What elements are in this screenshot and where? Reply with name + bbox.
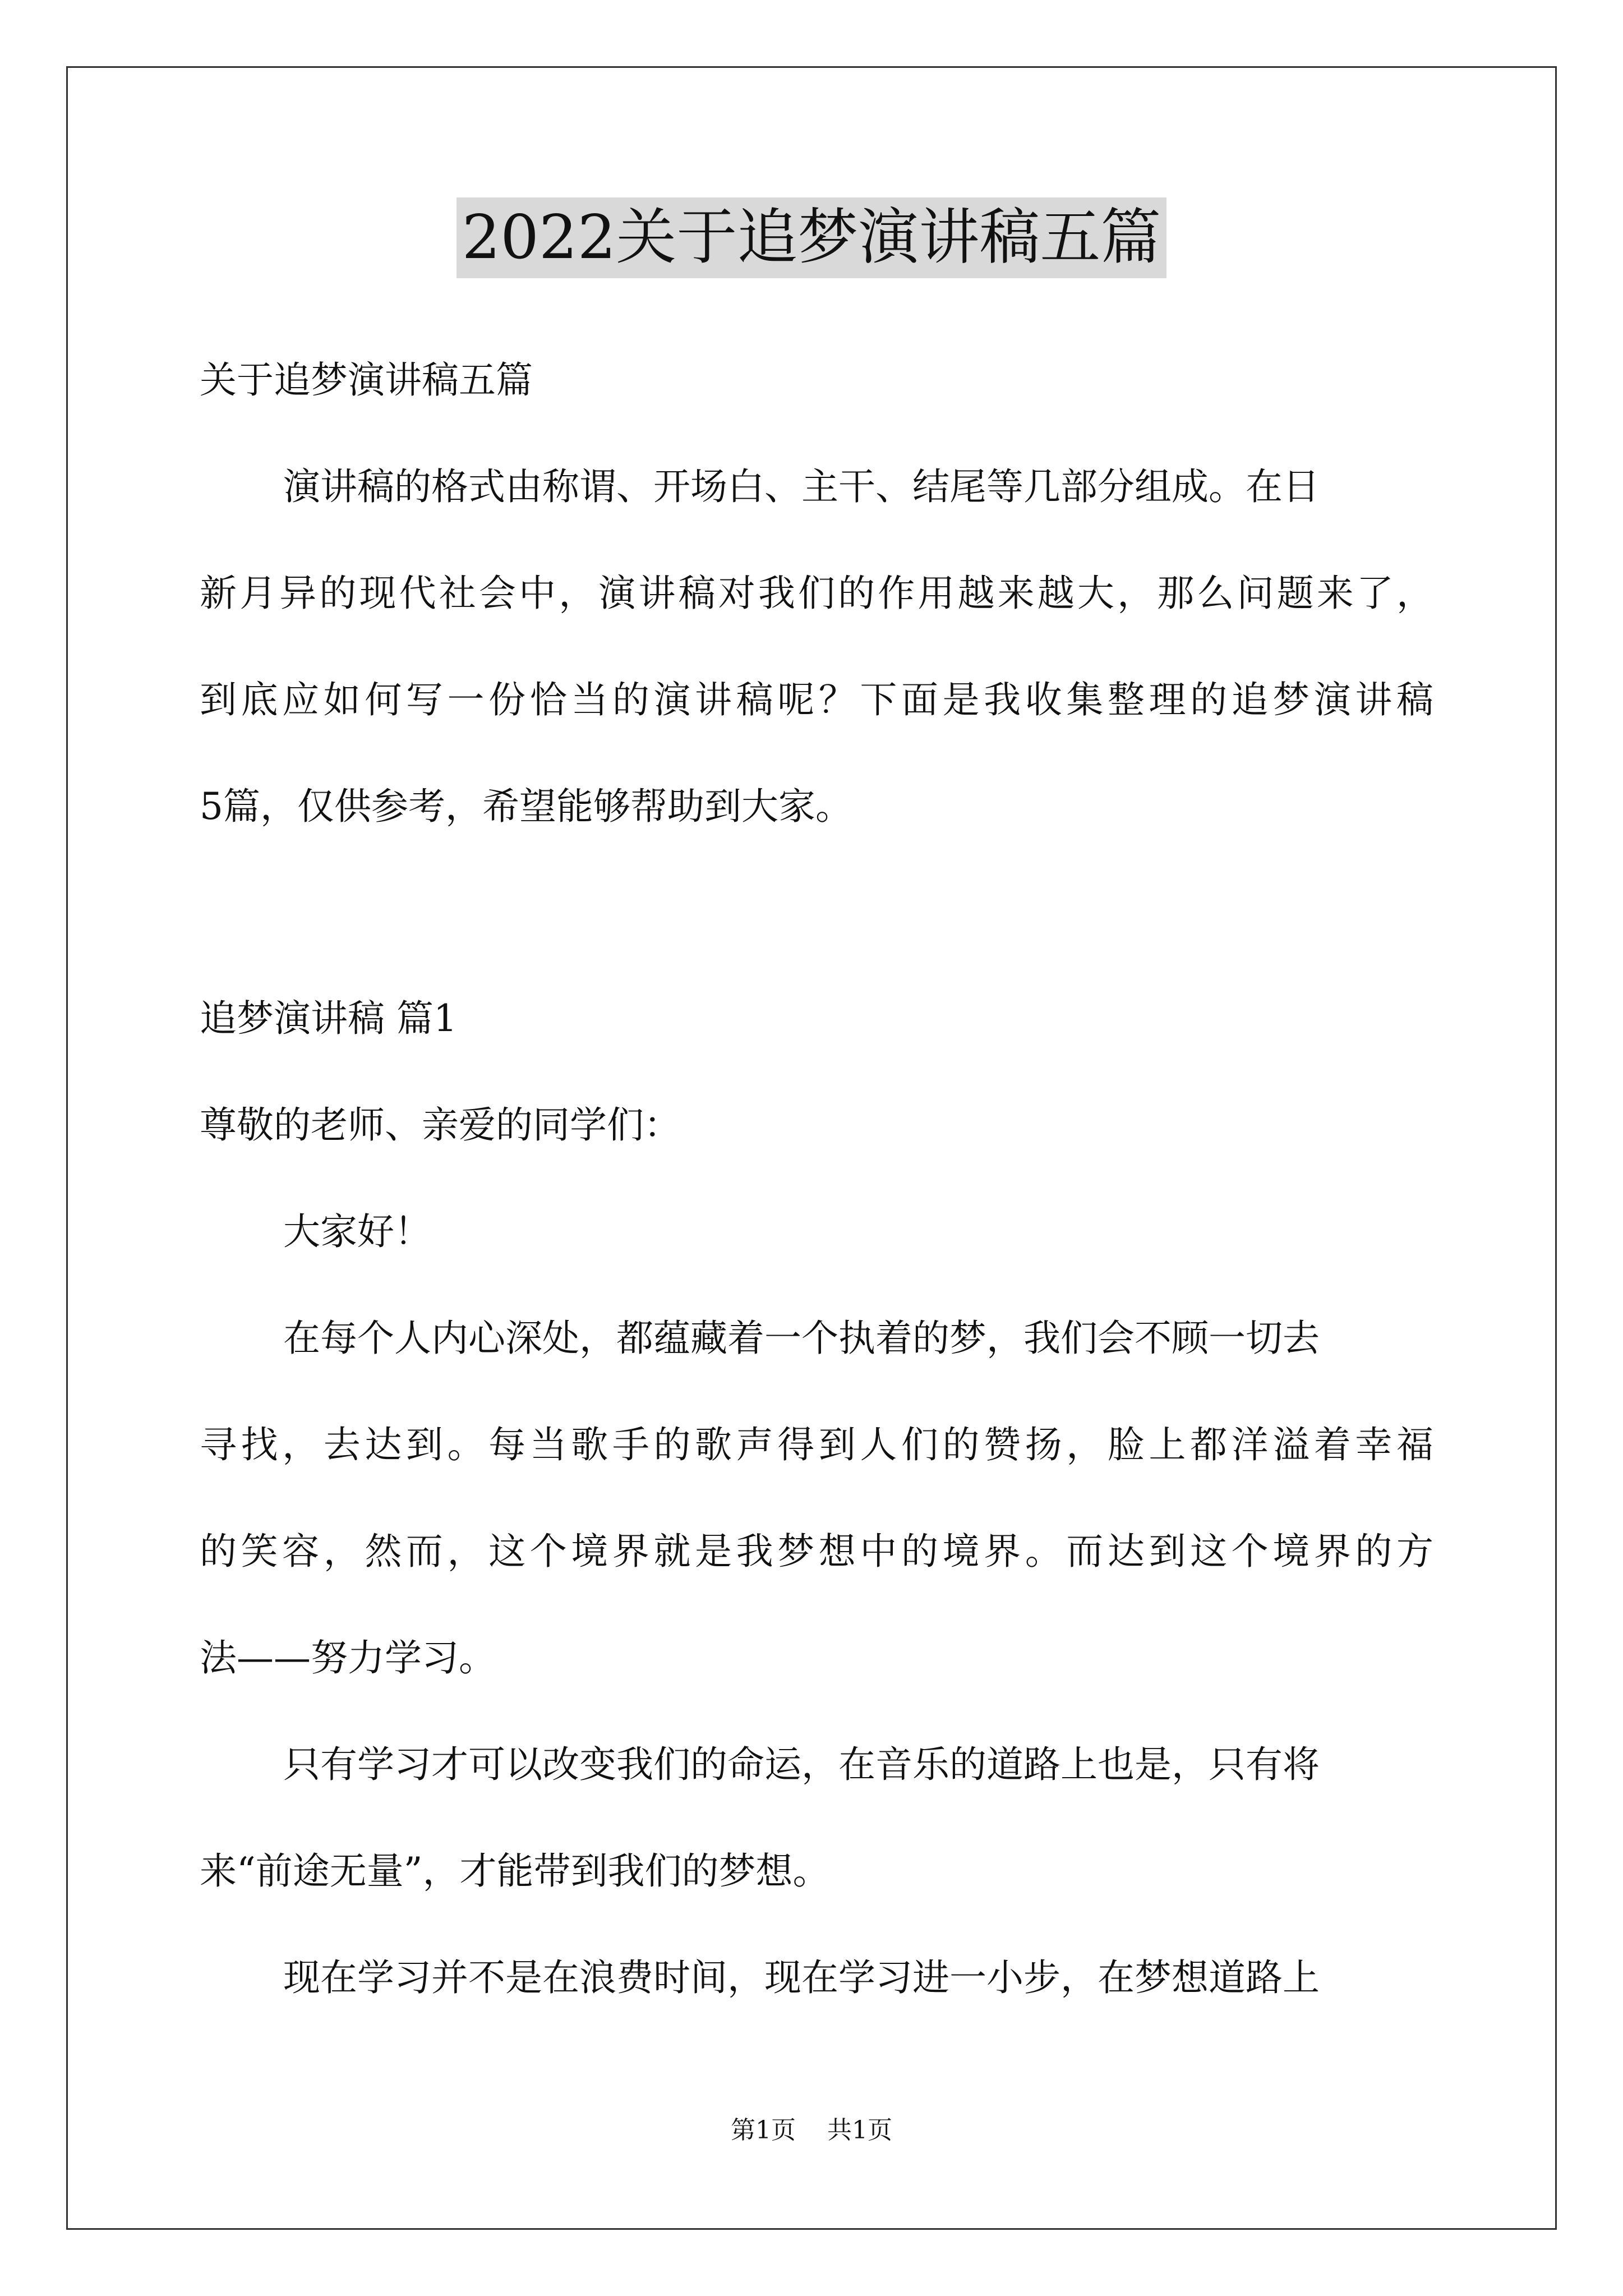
section-heading: 追梦演讲稿 篇1 [200, 997, 457, 1040]
greeting: 大家好！ [283, 1210, 431, 1253]
document-subtitle: 关于追梦演讲稿五篇 [200, 358, 533, 402]
intro-line: 到底应如何写一份恰当的演讲稿呢？下面是我收集整理的追梦演讲稿 [200, 678, 1433, 721]
intro-line: 演讲稿的格式由称谓、开场白、主干、结尾等几部分组成。在日 [283, 465, 1320, 508]
page-footer [0, 2114, 1623, 2147]
paragraph-line: 寻找，去达到。每当歌手的歌声得到人们的赞扬，脸上都洋溢着幸福 [200, 1423, 1433, 1466]
paragraph-line: 现在学习并不是在浪费时间，现在学习进一小步，在梦想道路上 [283, 1956, 1320, 1999]
document-title: 2022关于追梦演讲稿五篇 [457, 197, 1167, 278]
paragraph-line: 在每个人内心深处，都蕴藏着一个执着的梦，我们会不顾一切去 [283, 1317, 1320, 1360]
paragraph-line: 只有学习才可以改变我们的命运，在音乐的道路上也是，只有将 [283, 1743, 1320, 1786]
salutation: 尊敬的老师、亲爱的同学们： [200, 1103, 681, 1147]
paragraph-line: 来“前途无量”，才能带到我们的梦想。 [200, 1849, 830, 1893]
paragraph-line: 的笑容，然而，这个境界就是我梦想中的境界。而达到这个境界的方 [200, 1530, 1433, 1573]
page-total: 共1页 [827, 2116, 892, 2145]
intro-line: 新月异的现代社会中，演讲稿对我们的作用越来越大，那么问题来了， [200, 572, 1433, 615]
intro-line: 5篇，仅供参考，希望能够帮助到大家。 [200, 785, 852, 828]
title-container [0, 197, 1623, 278]
page-number: 第1页 [731, 2116, 796, 2145]
paragraph-line: 法——努力学习。 [200, 1636, 496, 1680]
